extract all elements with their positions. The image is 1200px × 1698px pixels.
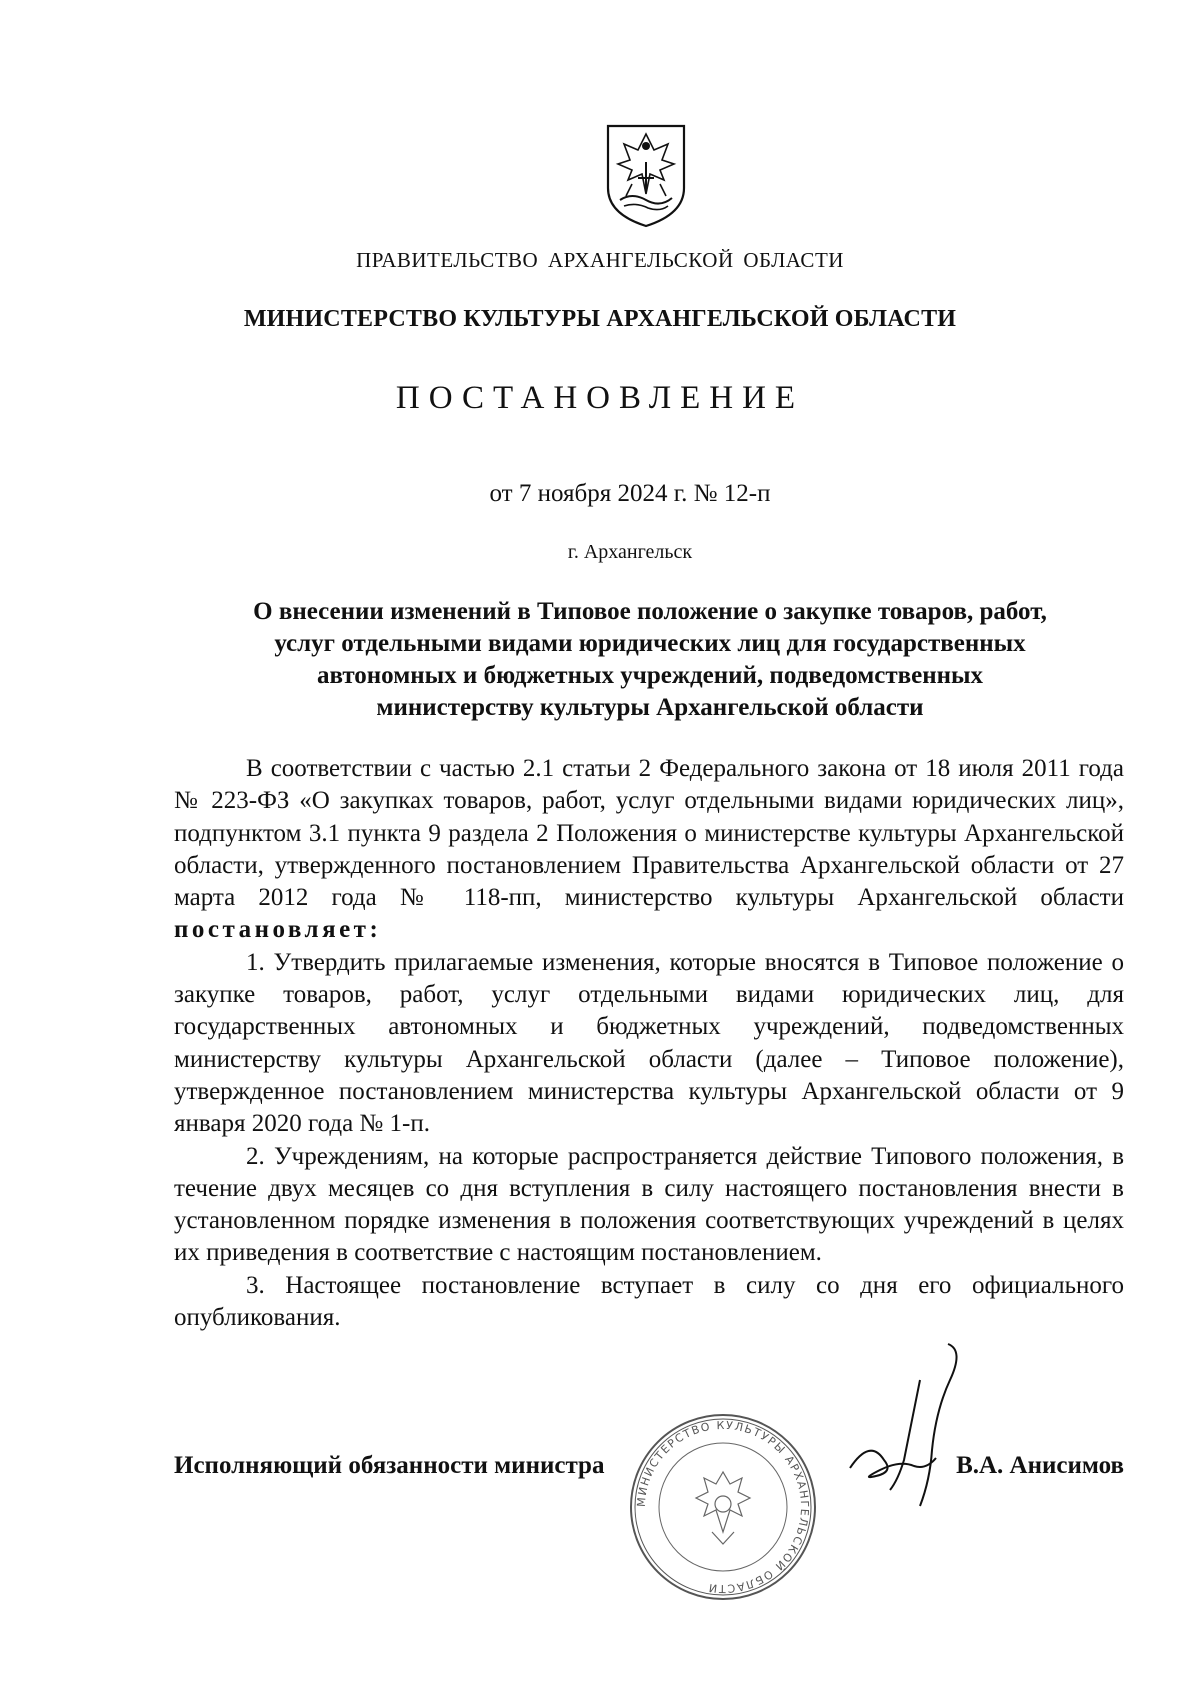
coat-of-arms-emblem — [602, 122, 690, 230]
document-title — [180, 596, 1120, 724]
item-paragraph-3: 3. Настоящее постановление вступает в силу со дня его официального опубликования. — [174, 1271, 1124, 1332]
handwritten-signature — [840, 1340, 970, 1510]
document-body — [174, 753, 1124, 1334]
signatory-name: В.А. Анисимов — [956, 1452, 1124, 1479]
official-seal-stamp — [628, 1412, 818, 1602]
seal-text: МИНИСТЕРСТВО КУЛЬТУРЫ АРХАНГЕЛЬСКОЙ ОБЛАСТИ — [634, 1418, 812, 1596]
document-city: г. Архангельск — [567, 541, 693, 563]
ministry-header: МИНИСТЕРСТВО КУЛЬТУРЫ АРХАНГЕЛЬСКОЙ ОБЛАСТИ — [243, 306, 957, 332]
title-line: министерству культуры Архангельской области — [376, 694, 924, 721]
item-paragraph-1: 1. Утвердить прилагаемые изменения, которые вносятся в Типовое положение о закупке товаров, работ, услуг отдельными видами юридических лиц, для государственных автономных и бюджетных учреждений, подведомственных министерству культуры Архангельской области (далее – Типовое положение), утвержденное постановлением министерства культуры Архангельской области от 9 января 2020 года № 1-п. — [174, 948, 1124, 1138]
document-date-number: от 7 ноября 2024 г. № 12-п — [489, 480, 771, 507]
svg-text:МИНИСТЕРСТВО КУЛЬТУРЫ АРХАНГЕЛ — [635, 1419, 811, 1595]
title-line: услуг отдельными видами юридических лиц для государственных — [274, 630, 1026, 657]
government-header: ПРАВИТЕЛЬСТВО АРХАНГЕЛЬСКОЙ ОБЛАСТИ — [356, 248, 844, 272]
title-line: О внесении изменений в Типовое положение о закупке товаров, работ, — [253, 598, 1047, 625]
decree-word: постановляет: — [174, 916, 382, 944]
preamble-paragraph — [174, 753, 1124, 947]
document-type: ПОСТАНОВЛЕНИЕ — [395, 380, 805, 416]
title-line: автономных и бюджетных учреждений, подведомственных — [316, 662, 984, 689]
preamble-text: В соответствии с частью 2.1 статьи 2 Федерального закона от 18 июля 2011 года № 223-ФЗ «О закупках товаров, работ, услуг отдельными видами юридических лиц», подпунктом 3.1 пункта 9 раздела 2 Положения о министерстве культуры Архангельской области, утвержденного постановлением Правительства Архангельской области от 27 марта 2012 года № 118-пп, министерство культуры Архангельской области — [174, 755, 1124, 912]
item-paragraph-2: 2. Учреждениям, на которые распространяется действие Типового положения, в течение двух месяцев со дня вступления в силу настоящего постановления внести в установленном порядке изменения в положения соответствующих учреждений в целях их приведения в соответствие с настоящим постановлением. — [174, 1142, 1124, 1267]
signatory-position: Исполняющий обязанности министра — [174, 1452, 605, 1479]
